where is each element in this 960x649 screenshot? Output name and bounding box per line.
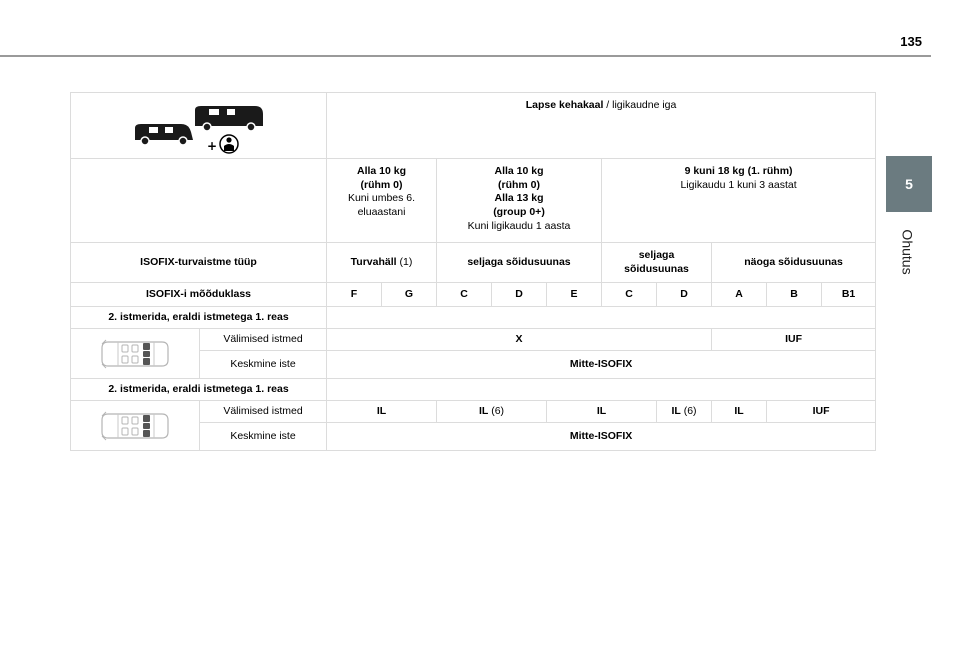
seat-diagram-cell xyxy=(71,329,200,379)
group-cell-2 xyxy=(602,159,876,243)
outer-seats-note: (6) xyxy=(488,404,505,417)
outer-seats-iuf: IUF xyxy=(712,329,876,351)
outer-seats-value xyxy=(657,401,712,423)
chapter-label-text: Ohutus xyxy=(900,229,917,275)
center-seat-label: Keskmine iste xyxy=(200,423,327,451)
size-class-cell: E xyxy=(547,283,602,307)
group-line: Alla 13 kg xyxy=(494,192,544,205)
outer-seats-value xyxy=(437,401,547,423)
outer-seats-value: IL xyxy=(712,401,767,423)
size-class-cell: C xyxy=(437,283,492,307)
svg-text:+: + xyxy=(206,138,217,153)
group-line: Ligikaudu 1 kuni 3 aastat xyxy=(680,178,797,191)
group-line: eluaastani xyxy=(357,205,406,218)
section-title: 2. istmerida, eraldi istmetega 1. reas xyxy=(71,307,327,329)
vehicle-icons-cell xyxy=(71,93,327,159)
outer-seats-note: (6) xyxy=(680,404,697,417)
outer-seats-value: IL xyxy=(327,401,437,423)
seat-type-rear-1: seljaga sõidusuunas xyxy=(437,243,602,283)
car-seat-layout-icon xyxy=(100,408,170,444)
size-class-cell: B xyxy=(767,283,822,307)
group-line: (group 0+) xyxy=(493,205,545,218)
size-class-cell: A xyxy=(712,283,767,307)
size-class-cell: C xyxy=(602,283,657,307)
outer-seats-iuf: IUF xyxy=(767,401,876,423)
seat-type-forward: näoga sõidusuunas xyxy=(712,243,876,283)
group-line: (rühm 0) xyxy=(498,178,540,191)
weight-header-bold: Lapse kehakaal xyxy=(525,99,604,111)
outer-seats-value: IL xyxy=(547,401,657,423)
chapter-tab[interactable]: 5 xyxy=(886,156,932,212)
seat-diagram-cell xyxy=(71,401,200,451)
seat-type-carrycot-bold: Turvahäll xyxy=(350,255,397,268)
isofix-table xyxy=(70,92,876,451)
empty-group-cell xyxy=(71,159,327,243)
group-line: Alla 10 kg xyxy=(494,165,544,177)
section-title: 2. istmerida, eraldi istmetega 1. reas xyxy=(71,379,327,401)
seat-type-rear-2: seljaga sõidusuunas xyxy=(602,243,712,283)
center-seat-value: Mitte-ISOFIX xyxy=(327,351,876,379)
weight-header xyxy=(327,93,876,159)
group-cell-1 xyxy=(437,159,602,243)
chapter-label xyxy=(888,222,928,282)
seat-type-carrycot-note: (1) xyxy=(396,255,413,268)
outer-seats-value: X xyxy=(327,329,712,351)
center-seat-value: Mitte-ISOFIX xyxy=(327,423,876,451)
size-class-cell: B1 xyxy=(822,283,876,307)
car-seat-layout-icon xyxy=(100,336,170,372)
group-line: Kuni umbes 6. xyxy=(347,192,416,205)
seat-type-carrycot xyxy=(327,243,437,283)
outer-seats-label: Välimised istmed xyxy=(200,401,327,423)
center-seat-label: Keskmine iste xyxy=(200,351,327,379)
outer-seats-label: Välimised istmed xyxy=(200,329,327,351)
size-class-cell: G xyxy=(382,283,437,307)
weight-header-rest: / ligikaudne iga xyxy=(603,99,677,111)
size-class-cell: D xyxy=(657,283,712,307)
size-class-label: ISOFIX-i mõõduklass xyxy=(71,283,327,307)
group-line: Kuni ligikaudu 1 aasta xyxy=(467,219,571,232)
page-number: 135 xyxy=(900,34,922,49)
size-class-cell: D xyxy=(492,283,547,307)
vehicles-child-icon xyxy=(129,98,269,154)
header-rule xyxy=(0,55,931,57)
group-line: (rühm 0) xyxy=(360,178,403,191)
seat-type-label: ISOFIX-turvaistme tüüp xyxy=(71,243,327,283)
group-cell-0 xyxy=(327,159,437,243)
group-line: 9 kuni 18 kg (1. rühm) xyxy=(684,165,793,177)
outer-seats-value-bold: IL xyxy=(478,404,489,417)
section-title-filler xyxy=(327,379,876,401)
section-title-filler xyxy=(327,307,876,329)
group-line: Alla 10 kg xyxy=(356,165,407,177)
size-class-cell: F xyxy=(327,283,382,307)
outer-seats-value-bold: IL xyxy=(671,404,681,417)
